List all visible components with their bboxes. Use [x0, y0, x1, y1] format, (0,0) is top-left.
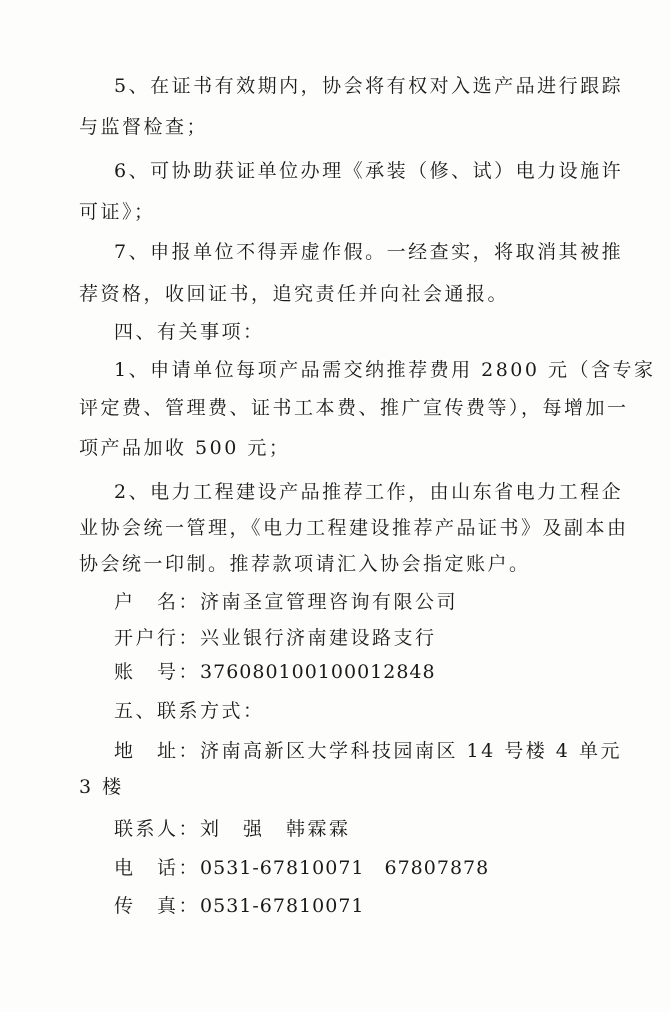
item-6-line-1: 6、可协助获证单位办理《承装（修、试）电力设施许	[114, 160, 624, 182]
address-value: 济南高新区大学科技园南区 14 号楼 4 单元	[200, 740, 622, 762]
item-6-line-2: 可证》；	[79, 201, 156, 223]
item-5-line-2: 与监督检查；	[79, 116, 209, 138]
phone-value: 0531-67810071 67807878	[200, 857, 490, 879]
contact-value: 刘 强 韩霖霖	[200, 818, 351, 840]
item-7-line-2: 荐资格，收回证书，追究责任并向社会通报。	[79, 283, 510, 305]
bank-row	[114, 626, 437, 650]
bank-label: 开户行：	[114, 627, 201, 649]
address-label: 地 址：	[114, 740, 201, 762]
fax-label: 传 真：	[114, 895, 201, 917]
fee-line-1: 1、申请单位每项产品需交纳推荐费用 2800 元（含专家	[114, 359, 656, 381]
management-line-3: 协会统一印制。推荐款项请汇入协会指定账户。	[79, 553, 531, 575]
item-5-line-1: 5、在证书有效期内，协会将有权对入选产品进行跟踪	[114, 75, 624, 97]
account-number-value: 376080100100012848	[200, 661, 436, 683]
phone-label: 电 话：	[114, 857, 201, 879]
contact-label: 联系人：	[114, 818, 201, 840]
management-line-1: 2、电力工程建设产品推荐工作，由山东省电力工程企	[114, 481, 624, 503]
bank-value: 兴业银行济南建设路支行	[200, 627, 437, 649]
section-4-heading: 四、有关事项：	[114, 321, 265, 343]
fax-value: 0531-67810071	[200, 895, 365, 917]
management-line-2: 业协会统一管理，《电力工程建设推荐产品证书》及副本由	[79, 517, 629, 539]
account-number-row	[114, 660, 436, 684]
account-name-row	[114, 590, 458, 614]
phone-row	[114, 856, 489, 880]
fee-line-2: 评定费、管理费、证书工本费、推广宣传费等），每增加一	[79, 397, 629, 419]
fee-line-3: 项产品加收 500 元；	[79, 437, 291, 459]
section-5-heading: 五、联系方式：	[114, 700, 265, 722]
item-7-line-1: 7、申报单位不得弄虚作假。一经查实，将取消其被推	[114, 241, 624, 263]
address-row	[114, 739, 622, 763]
account-name-label: 户 名：	[114, 591, 201, 613]
account-name-value: 济南圣宣管理咨询有限公司	[200, 591, 459, 613]
address-continuation: 3 楼	[79, 776, 124, 798]
fax-row	[114, 894, 365, 918]
contact-row	[114, 817, 351, 841]
account-number-label: 账 号：	[114, 661, 201, 683]
